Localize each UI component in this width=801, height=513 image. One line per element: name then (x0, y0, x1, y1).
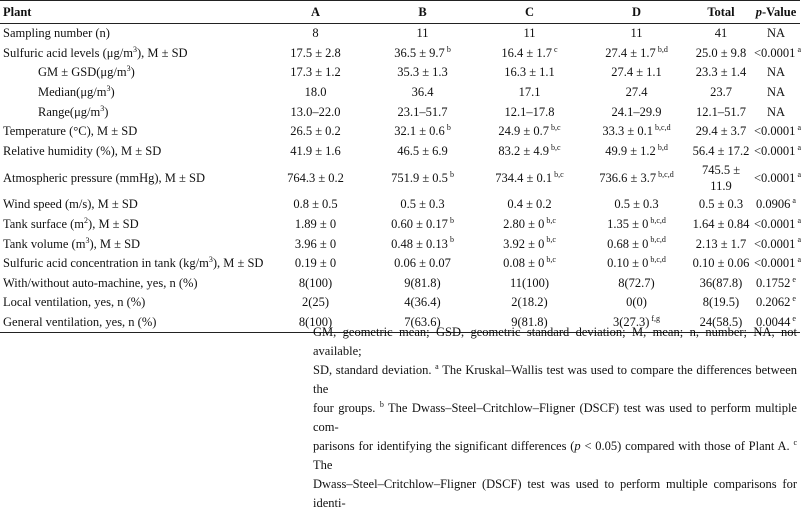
row-label-superscript: 3 (126, 64, 131, 74)
footnote-text: The (313, 458, 333, 472)
table-cell (476, 24, 583, 44)
cell-value: 36.4 (411, 85, 434, 100)
cell-superscript: e (792, 274, 796, 284)
footnote-text: parisons for identifying the significant differences ( (313, 439, 575, 453)
row-label-superscript: 3 (106, 83, 111, 93)
footnote-p-italic: p (574, 439, 581, 453)
row-label (0, 24, 262, 44)
cell-value: 1.64 ± 0.84 (692, 217, 750, 232)
cell-superscript: b,d (657, 142, 668, 152)
cell-superscript: f,g (651, 313, 661, 323)
cell-superscript: a (797, 142, 801, 152)
cell-value: 8 (312, 26, 319, 41)
footnote-text: < 0.05) compared with those of Plant A. (580, 439, 794, 453)
footnote-marker: b (379, 399, 384, 409)
row-label (0, 44, 262, 64)
row-label-text: General ventilation, yes, n (%) (3, 315, 157, 330)
row-label-text: Relative humidity (%), M ± SD (3, 143, 162, 158)
row-label-text: ) (104, 104, 109, 119)
table-cell (369, 102, 476, 122)
row-label-text: Range(μg/m (38, 104, 101, 119)
table-cell (690, 102, 752, 122)
header-plant: Plant (0, 1, 262, 24)
cell-value: 2(25) (301, 295, 330, 310)
row-label-text: ), M ± SD (88, 217, 139, 232)
cell-value: 751.9 ± 0.5 (391, 170, 448, 185)
footnote-text: The Kruskal–Wallis test was used to compare the differences between the (313, 363, 797, 396)
header-b: B (369, 1, 476, 24)
cell-value: 29.4 ± 3.7 (695, 124, 747, 139)
row-label (0, 102, 262, 122)
row-label (0, 63, 262, 83)
table-cell (476, 254, 583, 274)
cell-value: 0.10 ± 0 (607, 256, 649, 271)
cell-superscript: b,c (551, 142, 561, 152)
table-cell (752, 102, 800, 122)
row-label-text: Sulfuric acid concentration in tank (kg/m (3, 256, 209, 271)
cell-value: 0.1752 (756, 275, 791, 290)
table-cell (752, 254, 800, 274)
cell-value: 24.1–29.9 (611, 104, 662, 119)
row-label-text: Sulfuric acid levels (μg/m (3, 45, 133, 60)
cell-value: 27.4 (625, 85, 648, 100)
cell-superscript: a (797, 235, 801, 245)
cell-value: 11 (630, 26, 643, 41)
cell-value: 0.5 ± 0.3 (400, 197, 445, 212)
cell-value: NA (766, 85, 786, 100)
cell-value: 26.5 ± 0.2 (290, 124, 341, 139)
row-label (0, 313, 262, 333)
header-total: Total (690, 1, 752, 24)
cell-value: 8(72.7) (618, 275, 655, 290)
table-cell (476, 195, 583, 215)
row-label (0, 195, 262, 215)
row-label-text: Tank surface (m (3, 217, 85, 232)
table-cell (583, 234, 690, 254)
table-cell (369, 293, 476, 313)
cell-value: 0.0044 (756, 315, 791, 330)
cell-value: 0.0906 (756, 197, 791, 212)
table-cell (690, 122, 752, 142)
row-label (0, 142, 262, 162)
cell-value: 16.3 ± 1.1 (504, 65, 555, 80)
row-label-superscript: 3 (132, 44, 137, 54)
table-cell (690, 293, 752, 313)
row-label-text: Temperature (°C), M ± SD (3, 124, 138, 139)
footnote-marker: c (793, 437, 797, 447)
table-cell (369, 215, 476, 235)
table-row (0, 234, 800, 254)
table-cell (752, 44, 800, 64)
cell-value: NA (766, 65, 786, 80)
table-cell (752, 122, 800, 142)
cell-value: 24(58.5) (699, 315, 743, 330)
row-label-superscript: 3 (100, 103, 105, 113)
cell-value: 0.06 ± 0.07 (394, 256, 451, 271)
cell-value: 46.5 ± 6.9 (397, 143, 448, 158)
table-cell (690, 161, 752, 195)
cell-value: 2(18.2) (511, 295, 548, 310)
footnote-text: SD, standard deviation. (313, 363, 436, 377)
table-cell (690, 83, 752, 103)
table-row (0, 195, 800, 215)
table-cell (690, 142, 752, 162)
table-cell (262, 142, 369, 162)
row-label (0, 234, 262, 254)
cell-value: 4(36.4) (404, 295, 441, 310)
row-label-text: Wind speed (m/s), M ± SD (3, 197, 138, 212)
cell-value: 36.5 ± 9.7 (394, 45, 445, 60)
table-cell (262, 215, 369, 235)
row-label-text: ), M ± SD (136, 45, 188, 60)
table-cell (752, 234, 800, 254)
header-d: D (583, 1, 690, 24)
cell-superscript: a (797, 123, 801, 133)
table-cell (476, 63, 583, 83)
cell-value: 83.2 ± 4.9 (498, 143, 550, 158)
cell-superscript: b,c (554, 169, 564, 179)
cell-value: 7(63.6) (404, 315, 441, 330)
table-cell (476, 44, 583, 64)
cell-value: 9(81.8) (404, 275, 441, 290)
cell-value: 18.0 (304, 85, 327, 100)
cell-value: 2.80 ± 0 (503, 217, 545, 232)
cell-superscript: b,c,d (658, 169, 674, 179)
table-cell (369, 122, 476, 142)
cell-value: 745.5 ± 11.9 (701, 163, 741, 194)
table-cell (369, 195, 476, 215)
cell-value: 8(100) (298, 275, 333, 290)
row-label-superscript: 3 (85, 235, 90, 245)
table-cell (262, 254, 369, 274)
row-label (0, 161, 262, 195)
row-label (0, 274, 262, 294)
cell-superscript: b,c,d (655, 123, 671, 133)
row-label-text: Sampling number (n) (3, 26, 110, 41)
table-cell (583, 44, 690, 64)
cell-value: 27.4 ± 1.7 (605, 45, 656, 60)
cell-superscript: b (446, 44, 451, 54)
table-cell (752, 83, 800, 103)
cell-value: 41 (714, 26, 728, 41)
table-cell (262, 195, 369, 215)
cell-value: 12.1–51.7 (696, 104, 746, 119)
cell-superscript: b,c (546, 255, 556, 265)
cell-value: 16.4 ± 1.7 (501, 45, 553, 60)
table-row (0, 102, 800, 122)
table-cell (690, 63, 752, 83)
cell-value: <0.0001 (754, 45, 796, 60)
cell-superscript: a (797, 215, 801, 225)
cell-value: 11(100) (509, 275, 550, 290)
table-cell (262, 83, 369, 103)
table-cell (583, 63, 690, 83)
table-cell (262, 234, 369, 254)
cell-value: 2.13 ± 1.7 (695, 236, 747, 251)
table-cell (583, 24, 690, 44)
table-cell (690, 254, 752, 274)
table-cell (476, 142, 583, 162)
cell-value: 25.0 ± 9.8 (695, 45, 747, 60)
table-cell (476, 122, 583, 142)
row-label-text: ), M ± SD (212, 256, 264, 271)
cell-value: 0.19 ± 0 (294, 256, 337, 271)
row-label (0, 293, 262, 313)
footnote-text: four groups. (313, 401, 380, 415)
table-cell (369, 161, 476, 195)
row-label-text: Local ventilation, yes, n (%) (3, 295, 146, 310)
cell-value: 0.2062 (756, 295, 791, 310)
table-header (0, 1, 800, 24)
table-cell (690, 274, 752, 294)
cell-value: NA (766, 26, 786, 41)
cell-value: <0.0001 (754, 143, 796, 158)
cell-value: 3.96 ± 0 (294, 236, 337, 251)
footnote-line: GM, geometric mean; GSD, geometric standard deviation; M, mean; n, number; NA, not available; (313, 325, 797, 358)
cell-value: 0.48 ± 0.13 (391, 236, 448, 251)
cell-superscript: a (797, 169, 801, 179)
cell-value: 13.0–22.0 (290, 104, 341, 119)
table-cell (262, 44, 369, 64)
row-label-text: Tank volume (m (3, 236, 86, 251)
row-label (0, 215, 262, 235)
cell-superscript: a (792, 196, 796, 206)
footnote-marker: a (435, 361, 439, 371)
row-label (0, 122, 262, 142)
table-cell (583, 122, 690, 142)
cell-value: 0(0) (626, 295, 647, 310)
table-cell (752, 142, 800, 162)
table-row (0, 254, 800, 274)
table-row (0, 122, 800, 142)
row-label-text: ) (130, 65, 135, 80)
cell-value: <0.0001 (754, 170, 796, 185)
table-cell (476, 161, 583, 195)
cell-value: 0.68 ± 0 (607, 236, 649, 251)
table-cell (752, 293, 800, 313)
cell-value: 17.1 (518, 85, 541, 100)
table-cell (583, 142, 690, 162)
footnote-text: The Dwass–Steel–Critchlow–Fligner (DSCF) test was used to perform multiple com- (313, 401, 797, 434)
table-cell (476, 83, 583, 103)
cell-value: 0.60 ± 0.17 (391, 217, 448, 232)
table-cell (369, 83, 476, 103)
table-cell (583, 161, 690, 195)
table-cell (476, 234, 583, 254)
cell-value: 0.4 ± 0.2 (507, 197, 552, 212)
header-p-letter: p (755, 4, 762, 19)
cell-superscript: b (449, 215, 454, 225)
table-row (0, 215, 800, 235)
cell-value: 41.9 ± 1.6 (290, 143, 341, 158)
cell-superscript: a (797, 255, 801, 265)
table-cell (583, 293, 690, 313)
cell-value: 24.9 ± 0.7 (498, 124, 550, 139)
row-label (0, 83, 262, 103)
table-cell (690, 234, 752, 254)
table-cell (369, 254, 476, 274)
cell-superscript: b,c,d (650, 255, 666, 265)
table-cell (262, 122, 369, 142)
row-label-text: GM ± GSD(μg/m (38, 65, 127, 80)
table-cell (262, 63, 369, 83)
row-label-text: Median(μg/m (38, 85, 107, 100)
cell-value: 0.5 ± 0.3 (614, 197, 659, 212)
table-cell (583, 274, 690, 294)
cell-value: <0.0001 (754, 217, 796, 232)
cell-value: 1.89 ± 0 (294, 217, 337, 232)
header-a: A (262, 1, 369, 24)
cell-value: 8(19.5) (702, 295, 740, 310)
footnote-line (313, 361, 797, 399)
cell-value: 36(87.8) (699, 275, 743, 290)
table-cell (369, 44, 476, 64)
table-cell (752, 63, 800, 83)
cell-value: 3.92 ± 0 (503, 236, 545, 251)
table-cell (476, 215, 583, 235)
footnote-line (313, 399, 797, 437)
cell-value: 49.9 ± 1.2 (605, 143, 656, 158)
cell-value: 32.1 ± 0.6 (394, 124, 445, 139)
table-cell (752, 161, 800, 195)
table-cell (752, 195, 800, 215)
cell-value: 12.1–17.8 (504, 104, 555, 119)
cell-value: 0.08 ± 0 (503, 256, 545, 271)
cell-superscript: b,c,d (650, 235, 666, 245)
header-p-suffix: -Value (761, 4, 797, 19)
table-cell (583, 215, 690, 235)
table-cell (752, 24, 800, 44)
cell-superscript: b,c (551, 123, 561, 133)
table-cell (476, 102, 583, 122)
row-label-superscript: 2 (84, 215, 89, 225)
footnote-line: Dwass–Steel–Critchlow–Fligner (DSCF) test was used to perform multiple comparisons for identi- (313, 477, 797, 510)
cell-value: <0.0001 (754, 124, 796, 139)
cell-value: 9(81.8) (511, 315, 548, 330)
cell-superscript: b (449, 169, 454, 179)
cell-value: <0.0001 (754, 236, 796, 251)
cell-value: 17.5 ± 2.8 (290, 45, 341, 60)
table-cell (262, 274, 369, 294)
table-cell (583, 83, 690, 103)
table-cell (262, 293, 369, 313)
row-label-text: ) (110, 85, 115, 100)
cell-value: 764.3 ± 0.2 (287, 170, 344, 185)
row-label-text: Atmospheric pressure (mmHg), M ± SD (3, 170, 205, 185)
cell-value: 0.5 ± 0.3 (698, 197, 744, 212)
table-cell (583, 102, 690, 122)
cell-value: 3(27.3) (612, 315, 650, 330)
cell-superscript: c (554, 44, 558, 54)
table-cell (369, 274, 476, 294)
cell-value: 17.3 ± 1.2 (290, 65, 341, 80)
table-cell (262, 24, 369, 44)
table-cell (369, 234, 476, 254)
table-cell (690, 44, 752, 64)
table-cell (583, 254, 690, 274)
cell-superscript: b (449, 235, 454, 245)
row-label (0, 254, 262, 274)
row-label-superscript: 3 (208, 255, 213, 265)
table-row (0, 274, 800, 294)
cell-superscript: b,c (546, 235, 556, 245)
table-cell (369, 24, 476, 44)
table-cell (690, 24, 752, 44)
header-p-value (752, 1, 800, 24)
cell-value: 8(100) (298, 315, 333, 330)
cell-value: 23.3 ± 1.4 (695, 65, 747, 80)
cell-superscript: e (792, 313, 796, 323)
table-cell (476, 293, 583, 313)
table-cell (690, 195, 752, 215)
cell-superscript: a (797, 44, 801, 54)
table-row (0, 44, 800, 64)
table-cell (262, 161, 369, 195)
table-row (0, 63, 800, 83)
cell-superscript: b (446, 123, 451, 133)
cell-value: 35.3 ± 1.3 (397, 65, 448, 80)
table-row (0, 24, 800, 44)
row-label-text: With/without auto-machine, yes, n (%) (3, 275, 198, 290)
header-c: C (476, 1, 583, 24)
table-row (0, 142, 800, 162)
cell-value: NA (766, 104, 786, 119)
table-cell (752, 215, 800, 235)
cell-value: 33.3 ± 0.1 (602, 124, 654, 139)
footnote-line (313, 437, 797, 475)
cell-value: 27.4 ± 1.1 (611, 65, 662, 80)
table-footnotes (313, 323, 797, 513)
cell-superscript: e (792, 294, 796, 304)
cell-value: 11 (416, 26, 429, 41)
table-cell (583, 195, 690, 215)
table-cell (369, 142, 476, 162)
cell-value: 0.10 ± 0.06 (692, 256, 750, 271)
cell-superscript: b,d (657, 44, 668, 54)
table-body (0, 24, 800, 333)
cell-value: 736.6 ± 3.7 (599, 170, 657, 185)
cell-value: 11 (523, 26, 536, 41)
table-cell (476, 274, 583, 294)
table-cell (690, 215, 752, 235)
cell-superscript: b,c (546, 215, 556, 225)
table-cell (752, 274, 800, 294)
cell-value: <0.0001 (754, 256, 796, 271)
row-label-text: ), M ± SD (89, 236, 141, 251)
table-cell (369, 63, 476, 83)
cell-value: 23.1–51.7 (397, 104, 448, 119)
cell-value: 23.7 (710, 85, 732, 100)
cell-superscript: b,c,d (650, 215, 666, 225)
table-row (0, 83, 800, 103)
table-row (0, 161, 800, 195)
table-row (0, 293, 800, 313)
cell-value: 1.35 ± 0 (607, 217, 649, 232)
table-cell (262, 102, 369, 122)
cell-value: 734.4 ± 0.1 (495, 170, 553, 185)
cell-value: 56.4 ± 17.2 (692, 143, 750, 158)
cell-value: 0.8 ± 0.5 (293, 197, 338, 212)
